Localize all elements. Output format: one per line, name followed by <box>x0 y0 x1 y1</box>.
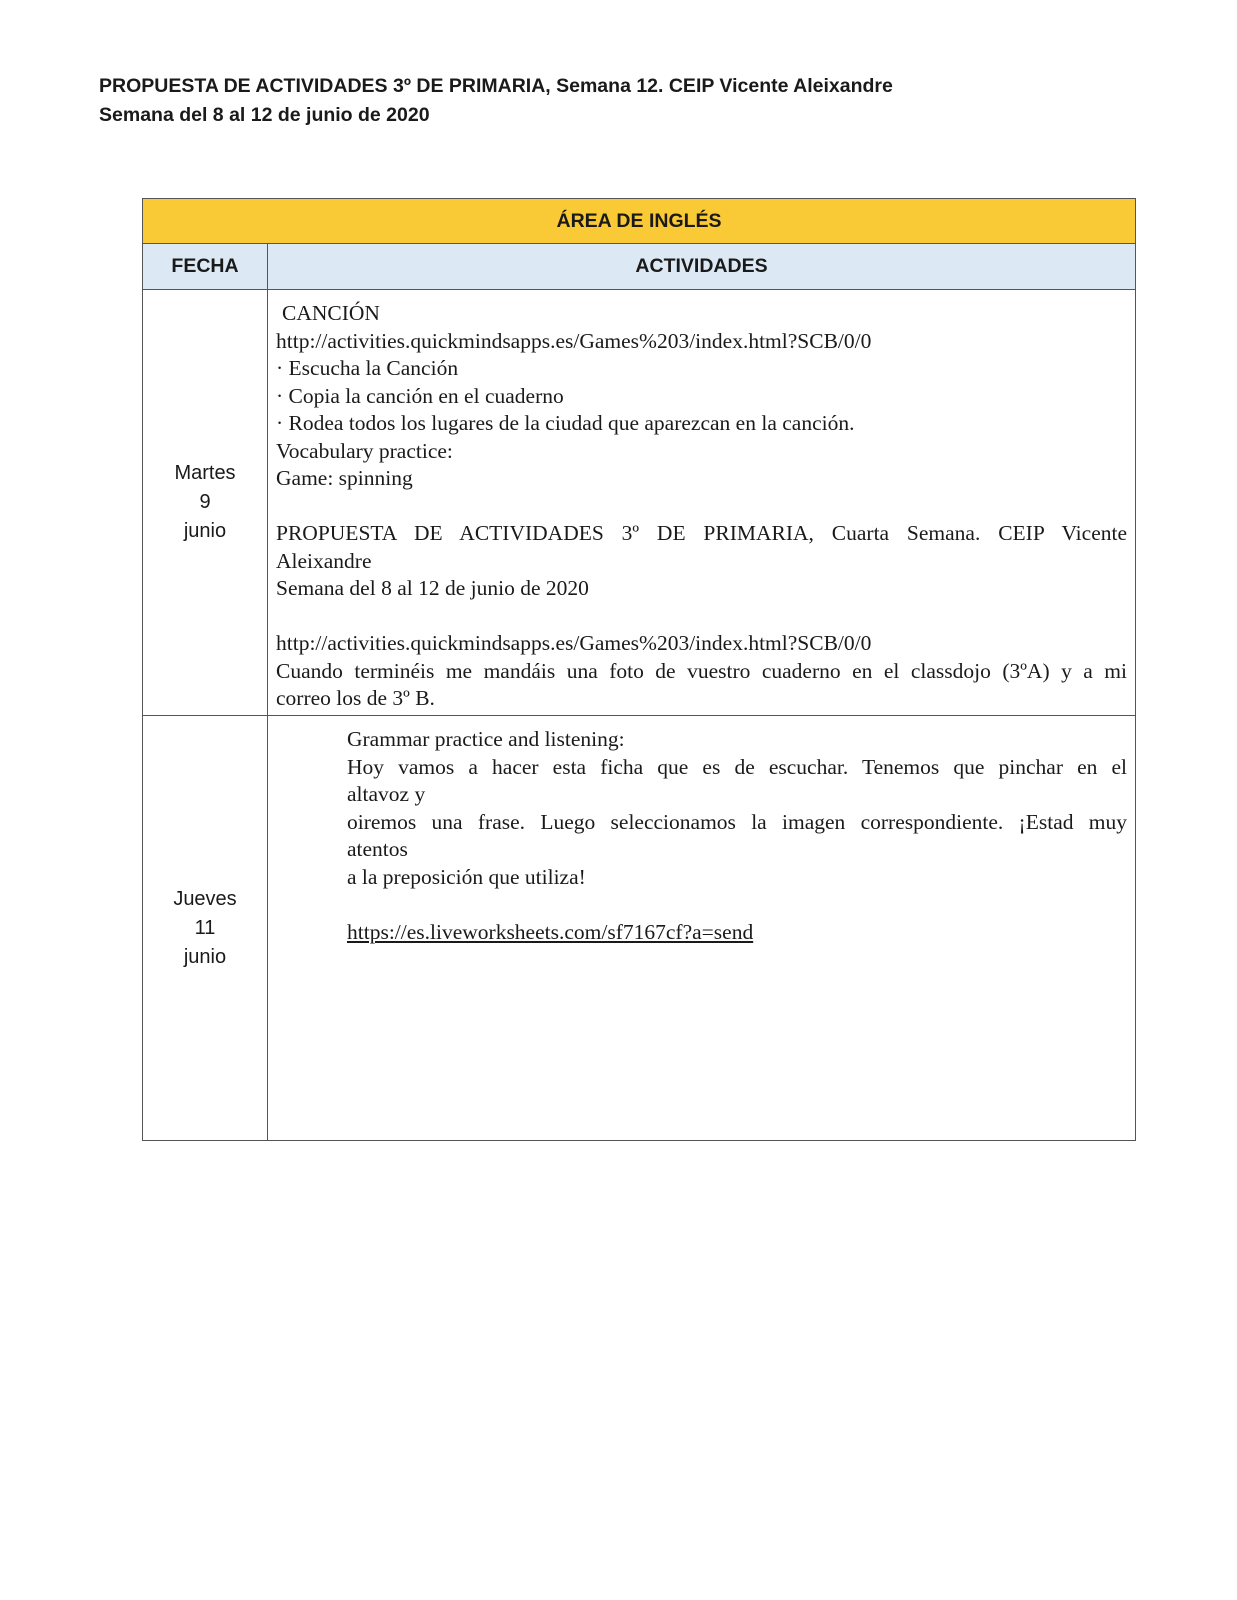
header-title: PROPUESTA DE ACTIVIDADES 3º DE PRIMARIA, Semana 12. CEIP Vicente Aleixandre <box>99 75 893 97</box>
date-month: junio <box>183 945 227 968</box>
activity-text: Semana del 8 al 12 de junio de 2020 <box>276 576 589 600</box>
date-day: Martes <box>174 462 236 484</box>
activity-link[interactable]: http://activities.quickmindsapps.es/Games%203/index.html?SCB/0/0 <box>276 328 872 353</box>
date-number: 11 <box>194 916 216 939</box>
activity-text: Hoy vamos a hacer esta ficha que es de escuchar. Tenemos que pinchar en el <box>347 754 1128 779</box>
activity-text: Game: spinning <box>276 466 413 490</box>
date-cell <box>143 716 268 1141</box>
activity-text: a la preposición que utiliza! <box>347 864 586 889</box>
activity-text: Vocabulary practice: <box>276 438 453 463</box>
column-header-fecha: FECHA <box>143 244 268 290</box>
activity-heading: CANCIÓN <box>282 301 380 325</box>
activity-bullet: · Rodea todos los lugares de la ciudad que aparezcan en la canción. <box>276 411 855 435</box>
date-cell <box>143 290 268 716</box>
column-header-actividades: ACTIVIDADES <box>268 244 1136 290</box>
area-title: ÁREA DE INGLÉS <box>143 199 1136 244</box>
date-number: 9 <box>199 491 211 513</box>
table-row <box>143 716 1136 1141</box>
activities-cell <box>268 716 1136 1141</box>
activity-text: correo los de 3º B. <box>276 686 435 710</box>
date-day: Jueves <box>173 887 237 910</box>
activity-heading: Grammar practice and listening: <box>347 727 625 751</box>
table-row <box>143 290 1136 716</box>
activity-text: oiremos una frase. Luego seleccionamos la imagen correspondiente. ¡Estad muy <box>347 809 1128 834</box>
activity-bullet: · Escucha la Canción <box>276 356 459 380</box>
worksheet-link[interactable]: https://es.liveworksheets.com/sf7167cf?a=send <box>347 919 754 944</box>
activity-link[interactable]: http://activities.quickmindsapps.es/Games%203/index.html?SCB/0/0 <box>276 631 872 655</box>
activity-text: PROPUESTA DE ACTIVIDADES 3º DE PRIMARIA, Cuarta Semana. CEIP Vicente <box>276 521 1128 545</box>
activity-text: Aleixandre <box>276 548 372 573</box>
activities-cell <box>268 290 1136 716</box>
activity-text: Cuando terminéis me mandáis una foto de vuestro cuaderno en el classdojo (3ºA) y a mi <box>276 658 1128 683</box>
activity-bullet: · Copia la canción en el cuaderno <box>276 383 564 408</box>
document-header <box>99 72 1159 130</box>
date-month: junio <box>183 520 227 542</box>
activity-text: altavoz y <box>347 782 426 806</box>
header-subtitle: Semana del 8 al 12 de junio de 2020 <box>99 104 430 126</box>
activity-text: atentos <box>347 837 408 861</box>
activities-table <box>142 198 1136 1141</box>
